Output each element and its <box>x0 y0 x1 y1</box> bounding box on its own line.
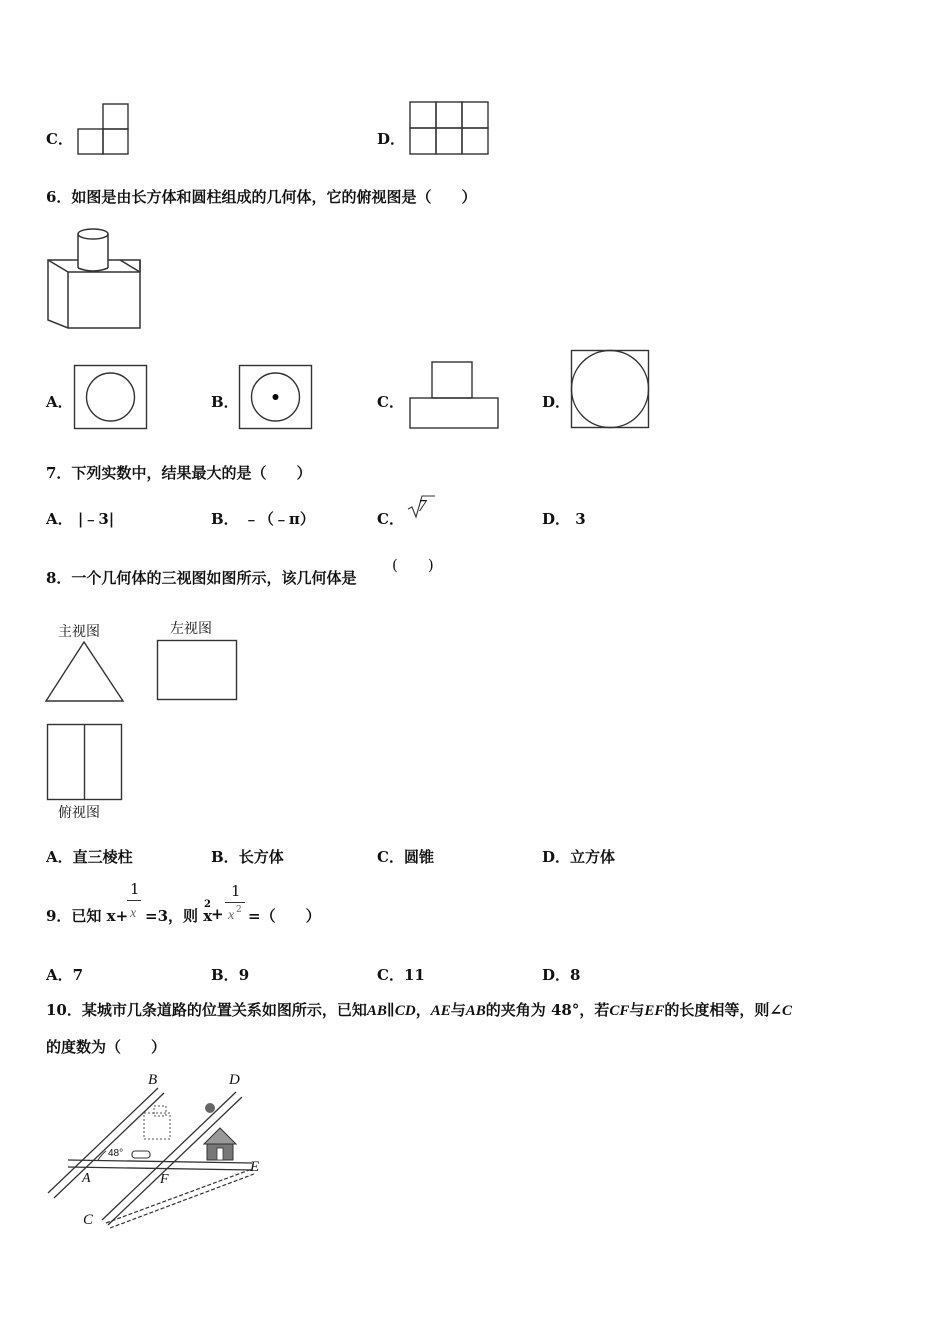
q9-plus: + <box>211 905 224 923</box>
q10-c: C <box>782 1003 793 1019</box>
q10-parallel: ∥ <box>386 1001 395 1019</box>
q8-top-view-rect <box>46 723 126 803</box>
q8-stem: 8．一个几何体的三视图如图所示，该几何体是 <box>46 569 357 587</box>
q7-option-a-key: A． <box>46 510 73 528</box>
q10-angle-text: 的夹角为 48°，若 <box>485 1001 610 1019</box>
q9-option-a-key: A． <box>46 966 73 984</box>
q10-cf: CF <box>609 1003 630 1019</box>
q10-label-e: E <box>250 1159 260 1175</box>
q7-option-a <box>46 508 114 529</box>
q10-with2: 与 <box>629 1001 645 1019</box>
q8-front-view-label: 主视图 <box>58 624 100 640</box>
q10-stem-line2: 的度数为（ ） <box>46 1038 167 1056</box>
q6-stem: 6．如图是由长方体和圆柱组成的几何体，它的俯视图是（ ） <box>46 188 477 206</box>
q9-option-d <box>542 964 580 985</box>
q8-left-view-label: 左视图 <box>170 621 212 637</box>
q10-stem-line1 <box>46 999 792 1020</box>
q8-option-a-key: A． <box>46 848 73 866</box>
q6-solid-figure <box>44 224 148 334</box>
q10-text-a: 10．某城市几条道路的位置关系如图所示，已知 <box>46 1001 367 1019</box>
q10-ae: AE <box>430 1003 451 1019</box>
q7-option-d <box>542 508 586 529</box>
q8-front-view-triangle <box>44 640 126 704</box>
q10-label-a: A <box>82 1171 91 1186</box>
q9-frac2-bar <box>225 902 245 903</box>
q6-option-b-figure <box>238 364 314 431</box>
q9-frac2-den: x <box>228 908 235 923</box>
q10-ef: EF <box>644 1003 665 1019</box>
q8-option-c <box>377 846 434 867</box>
q6-option-c-key: C． <box>377 393 404 411</box>
q9-sup: 2 <box>204 899 211 910</box>
q9-option-c-text: 11 <box>403 966 425 984</box>
q10-tail: 的长度相等，则∠ <box>664 1001 782 1019</box>
q6-option-a-key: A． <box>46 393 73 411</box>
q10-label-angle: 48° <box>108 1148 124 1159</box>
q9-option-b-key: B． <box>211 966 239 984</box>
q8-option-d-key: D． <box>542 848 571 866</box>
q8-option-c-key: C． <box>377 848 404 866</box>
q5-option-c-figure <box>76 102 132 158</box>
q8-paren: ( ) <box>392 556 434 574</box>
q7-option-c-radicand: 7 <box>418 496 427 515</box>
q9-option-b-text: 9 <box>238 966 250 984</box>
q8-option-b-text: 长方体 <box>238 848 284 866</box>
q10-label-d: D <box>229 1072 240 1088</box>
q8-option-a-text: 直三棱柱 <box>72 848 133 866</box>
q7-option-b-text: ﹣（﹣π） <box>243 510 315 528</box>
q8-top-view-label: 俯视图 <box>58 805 100 821</box>
q5-option-d-figure <box>408 100 490 158</box>
q9-mid: =3，则 x <box>145 907 213 925</box>
q8-option-a <box>46 846 133 867</box>
q6-option-d-figure <box>570 349 652 431</box>
q9-prefix: 9．已知 x+ <box>46 907 129 925</box>
q8-option-c-text: 圆锥 <box>403 848 434 866</box>
q6-option-a-figure <box>73 364 149 431</box>
q9-option-c <box>377 964 425 985</box>
q7-option-d-key: D． <box>542 510 571 528</box>
q10-label-b: B <box>148 1072 158 1088</box>
q5-option-d-key: D． <box>377 130 406 148</box>
q7-option-c-key: C． <box>377 510 404 528</box>
q6-option-c-figure <box>408 360 502 432</box>
q9-option-a-text: 7 <box>72 966 84 984</box>
q10-label-c: C <box>83 1212 94 1228</box>
q9-option-c-key: C． <box>377 966 404 984</box>
q8-left-view-rect <box>156 639 240 703</box>
q10-ab: AB <box>366 1003 387 1019</box>
q9-option-a <box>46 964 83 985</box>
q9-option-d-key: D． <box>542 966 571 984</box>
q10-sep: ， <box>415 1001 431 1019</box>
q8-option-b-key: B． <box>211 848 239 866</box>
q8-option-d <box>542 846 615 867</box>
q9-frac1-den: x <box>130 906 137 921</box>
q9-frac1-bar <box>127 900 141 901</box>
q6-option-b-key: B． <box>211 393 239 411</box>
q10-road-figure <box>40 1068 270 1233</box>
q9-option-b <box>211 964 249 985</box>
q9-option-d-text: 8 <box>570 966 581 984</box>
q7-option-d-text: 3 <box>575 510 586 528</box>
q9-frac1-num: 1 <box>130 880 140 898</box>
q7-stem: 7．下列实数中，结果最大的是（ ） <box>46 464 312 482</box>
q8-option-b <box>211 846 284 867</box>
q7-option-b-key: B． <box>211 510 239 528</box>
q7-option-b <box>211 508 315 529</box>
q8-option-d-text: 立方体 <box>570 848 616 866</box>
q10-label-f: F <box>160 1172 169 1187</box>
q7-option-a-text: |﹣3| <box>77 510 115 528</box>
q10-with: 与 <box>450 1001 466 1019</box>
q6-option-d-key: D． <box>542 393 571 411</box>
q10-ab2: AB <box>465 1003 486 1019</box>
q10-cd: CD <box>394 1003 416 1019</box>
q9-frac2-sup: 2 <box>236 905 242 915</box>
q9-suffix: =（ ） <box>248 907 321 925</box>
q5-option-c-key: C． <box>46 130 73 148</box>
q9-frac2-num: 1 <box>231 882 241 900</box>
